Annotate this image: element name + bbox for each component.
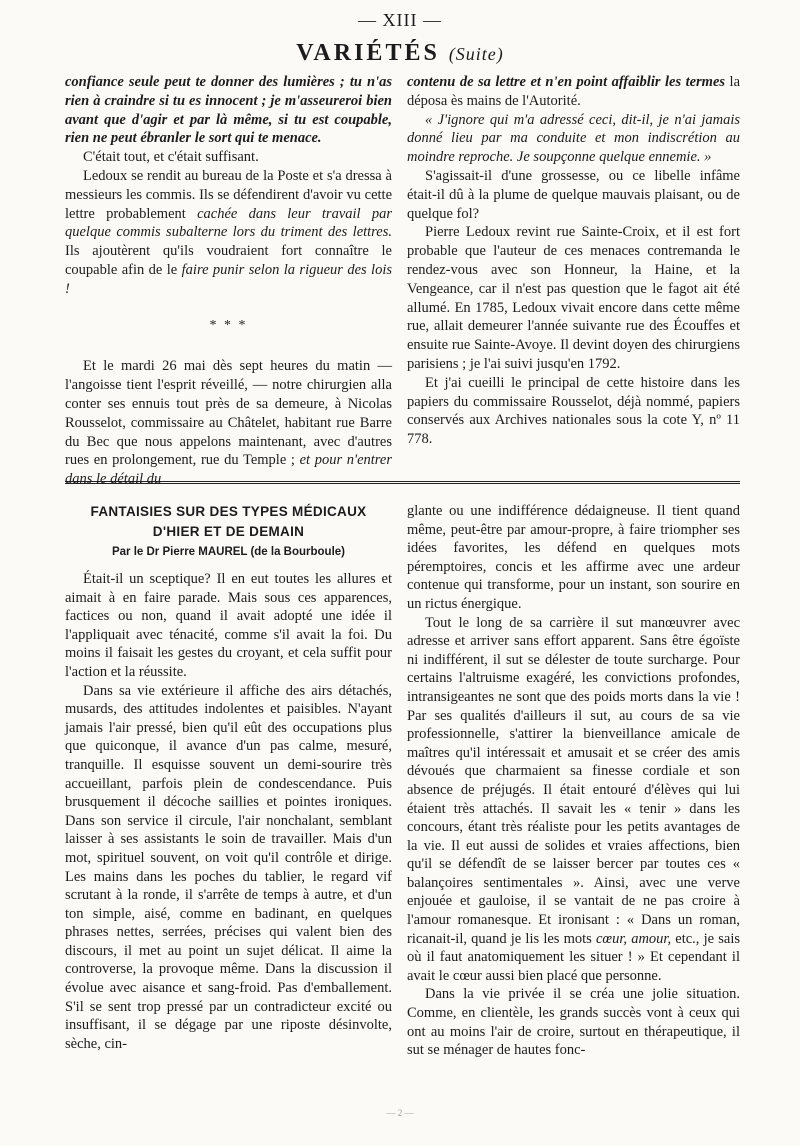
paragraph: Dans la vie privée il se créa une jolie situation. Comme, en clientèle, les grands succès vont à ceux qui ont au moins l'air de croire, surtout en thérapeutique, il sut se ménager de hautes fonc- bbox=[407, 986, 740, 1059]
text-run: Tout le long de sa carrière il sut manœuvrer avec adresse et arriver sans effort apparent. Sans être égoïste ni indifférent, il sut se délester de toute surcharge. Pour certains l'altruisme exagéré, les convictions profondes, intransigeantes ne sont que des poids morts dans la vie ! Par ses qualités d'ailleurs il sut, au cours de sa vie professionnelle, s'attirer la bienveillance amicale de maîtres qu'il intéressait et amusait et se créer des amis dévoués que charmaient sa finesse cordiale et son absence de préjugés. Il était entouré d'élèves qui lui étaient très attachés. Il savait les « tenir » dans les concours, étant très réaliste pour les petits avantages de la vie. Il eut aussi de solides et vraies affections, bien qu'il se défendît de se laisser bercer par toutes ces « balançoires sentimentales ». Ainsi, avec une verve enjouée et gauloise, il se vantait de ne pas croire à l'amour romanesque. Et ironisant : « Dans un roman, ricanait-il, quand je lis les mots bbox=[407, 614, 740, 947]
italic-run: faire punir selon la rigueur des lois ! bbox=[65, 261, 393, 297]
article-title-line2: D'HIER ET DE DEMAIN bbox=[152, 524, 305, 539]
section-title-text: VARIÉTÉS bbox=[296, 40, 440, 66]
paragraph bbox=[65, 167, 392, 299]
paragraph: confiance seule peut te donner des lumières ; tu n'as rien à craindre si tu es innocent ; je m'asseureroi bien avant que d'agir et par là même, si tu est coupable, rien ne peut ébranler le sort qui te menace. bbox=[65, 74, 392, 147]
asterism: * * * bbox=[209, 317, 248, 333]
paragraph: S'agissait-il d'une grossesse, ou ce libelle infâme était-il dû à la plume de quelque mauvais plaisant, ou de quelque fol? bbox=[407, 167, 740, 222]
article-title-line1: FANTAISIES SUR DES TYPES MÉDICAUX bbox=[90, 504, 367, 519]
paragraph: glante ou une indifférence dédaigneuse. Il tient quand même, peut-être par amour-propre, à faire triompher ses idées favorites, les défend en quelques mots péremptoires, concis et les affirme avec une ardeur contenue qui transforme, pour un instant, son sourire en un rictus énergique. bbox=[407, 503, 740, 612]
paragraph: Et j'ai cueilli le principal de cette histoire dans les papiers du commissaire Rousselot, déjà nommé, papiers conservés aux Archives nationales sous la cote Y, nº 11 778. bbox=[407, 374, 740, 448]
upper-left-column bbox=[65, 73, 392, 489]
upper-right-column bbox=[407, 73, 740, 449]
italic-run: cachée dans leur travail par quelque commis subalterne lors du triment des lettres. bbox=[65, 205, 392, 241]
italic-run: cœur, amour, bbox=[596, 930, 672, 947]
bold-italic-run: contenu de sa lettre et n'en point affaiblir les termes bbox=[407, 74, 726, 90]
page-number: — XIII — bbox=[358, 10, 442, 30]
text-run: la déposa ès mains de l'Autorité. bbox=[407, 74, 740, 109]
article-right-column bbox=[407, 502, 740, 1060]
article-author: Par le Dr Pierre MAUREL (de la Bourboule) bbox=[111, 546, 346, 558]
paragraph bbox=[407, 614, 740, 986]
text-run: Ils ajoutèrent qu'ils voudraient fort connaître le coupable afin de le bbox=[65, 243, 392, 278]
text-run: Et le mardi 26 mai dès sept heures du matin — l'angoisse tient l'esprit réveillé, — notre chirurgien alla conter ses ennuis tout près de sa demeure, à Nicolas Rousselot, commissaire au Châtelet, habitant rue Barre du Bec que nous appelons maintenant, avec d'autres rues en prolongement, rue du Temple ; bbox=[65, 358, 392, 469]
quote-paragraph: « J'ignore qui m'a adressé ceci, dit-il, je n'ai jamais donné lieu par ma conduite et mon indiscrétion au moindre reproche. Je soupçonne quelque ennemie. » bbox=[407, 111, 740, 166]
paragraph: Dans sa vie extérieure il affiche des airs détachés, musards, des attitudes indolentes et paisibles. N'ayant jamais l'air pressé, bien qu'il eût des occupations plus que quiconque, il avance d'un pas calme, mesuré, tranquille. Il esquisse souvent un demi-sourire très accueillant, parfois plein de condescendance. Puis brusquement il décoche saillies et pointes ironiques. Dans son service il circule, l'air nonchalant, semblant laisser à ses assistants le soin de travailler. Mais d'un mot, spirituel souvent, on voit qu'il contrôle et dirige. Les mains dans les poches du tablier, le regard vif scrutant à la ronde, il s'arrête de temps à autre, et d'un ton simple, aisé, comme en badinant, en quelques phrases nettes, serrées, précises qui valent bien des discours, il met au point un sujet délicat. Il aime la controverse, la provoque même. Dans la discussion il évolue avec aisance et sang-froid. Pas d'emballement. S'il se sent trop pressé par un contradicteur excité ou insuffisant, il se dégage par une riposte désinvolte, sèche, cin- bbox=[65, 682, 392, 1052]
article-left-column bbox=[65, 502, 392, 1053]
paragraph: C'était tout, et c'était suffisant. bbox=[83, 149, 259, 166]
section-title bbox=[0, 40, 800, 67]
section-suffix: (Suite) bbox=[448, 44, 504, 64]
text-run: etc., je sais où il faut anatomiquement les situer ! » Et cependant il avait le cœur aussi bien placé que personne. bbox=[407, 930, 741, 984]
paragraph: Pierre Ledoux revint rue Sainte-Croix, et il est fort probable que l'auteur de ces menaces contremanda le rendez-vous avec son Honneur, la Haine, et la Vengeance, car il n'est pas question que le fagot ait été allumé. En 1785, Ledoux vivait encore dans cette même rue, allait demeurer l'année suivante rue des Écouffes et ensuite rue Sainte-Avoye. Il devint doyen des chirurgiens parisiens ; je l'ai suivi jusqu'en 1792. bbox=[407, 224, 740, 372]
paragraph: Était-il un sceptique? Il en eut toutes les allures et aimait à en faire parade. Mais sous ces apparences, factices ou non, quand il avait adopté une idée il l'appliquait avec ténacité, comme s'il avait la foi. Du moins il faisait les gestes du croyant, et cela suffit pour l'action et la réussite. bbox=[65, 571, 392, 680]
text-run: Ledoux se rendit au bureau de la Poste et s'a dressa à messieurs les commis. Ils se défendirent d'avoir vu cette lettre probablement bbox=[65, 167, 392, 222]
footer-folio: — 2 — bbox=[386, 1108, 414, 1118]
section-divider bbox=[65, 481, 740, 484]
paragraph bbox=[65, 357, 392, 489]
paragraph bbox=[407, 73, 740, 111]
italic-run: et pour n'entrer dans le détail du bbox=[65, 452, 392, 488]
